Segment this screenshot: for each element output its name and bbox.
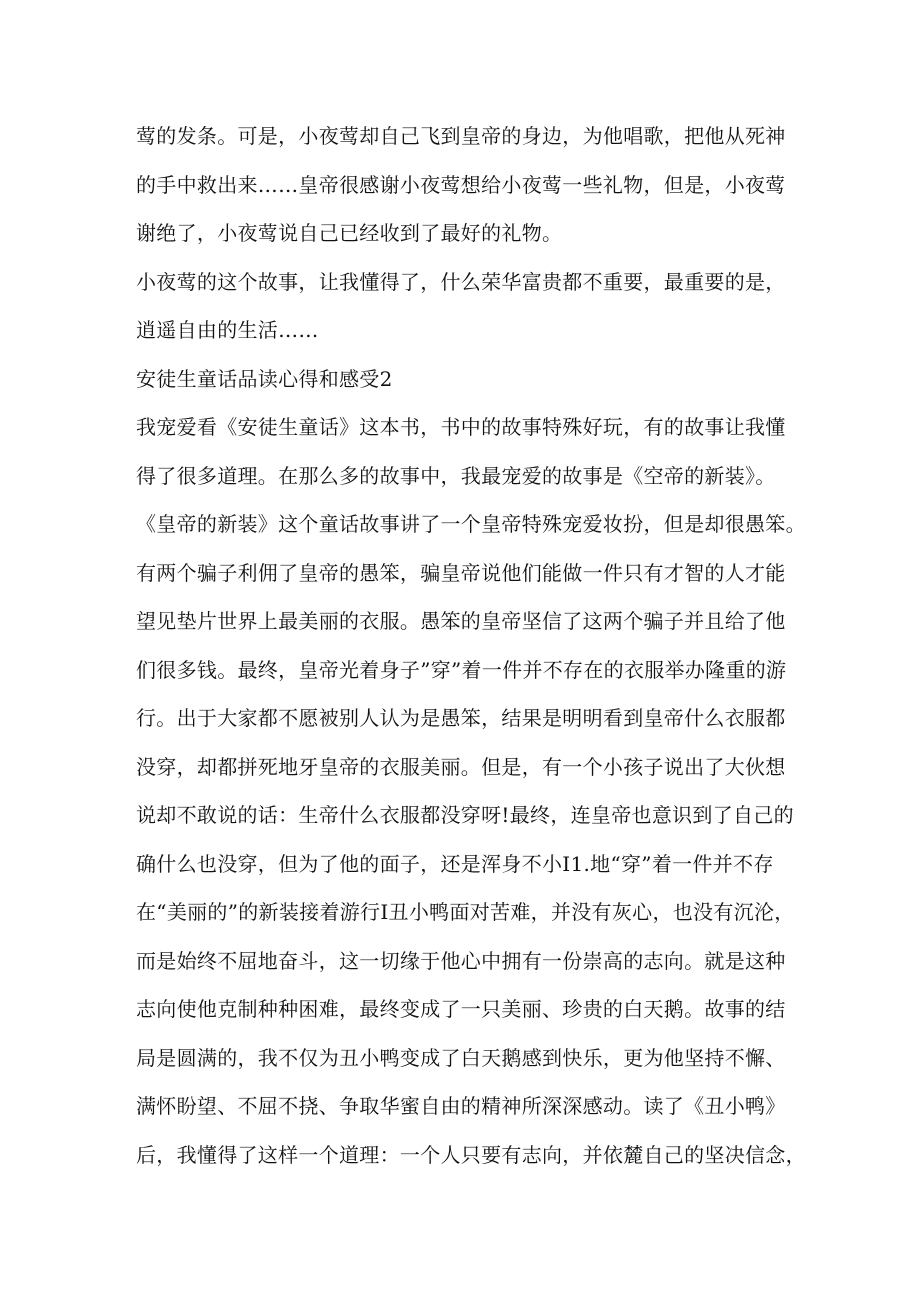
text-line: 后，我懂得了这样一个道理：一个人只要有志向，并依麓自己的坚决信念，: [136, 1142, 806, 1167]
text-line: 满怀盼望、不屈不挠、争取华蜜自由的精神所深深感动。读了《丑小鸭》: [136, 1094, 786, 1118]
text-line: 没穿，却都拼死地牙皇帝的衣服美丽。但是，有一个小孩子说出了大伙想: [136, 754, 786, 779]
text-line: 们很多钱。最终，皇帝光着身子”穿”着一件并不存在的衣服举办隆重的游: [136, 657, 787, 682]
text-line: 局是圆满的，我不仅为丑小鸭变成了白天鹅感到快乐，更为他坚持不懈、: [136, 1045, 786, 1070]
text-line: 我宠爱看《安徒生童话》这本书，书中的故事特殊好玩，有的故事让我懂: [136, 415, 786, 439]
text-line: 说却不敢说的话：生帝什么衣服都没穿呀!最终，连皇帝也意识到了自己的: [136, 803, 794, 827]
text-line: 莺的发条。可是，小夜莺却自己飞到皇帝的身边，为他唱歌，把他从死神: [136, 124, 786, 148]
text-line: 确什么也没穿，但为了他的面子，还是浑身不小I1.地“穿”着一件并不存: [136, 851, 774, 876]
text-line: 有两个骗子利佣了皇帝的愚笨，骗皇帝说他们能做一件只有才智的人才能: [136, 560, 786, 585]
section-heading: 安徒生童话品读心得和感受2: [136, 366, 393, 391]
text-line: 得了很多道理。在那么多的故事中，我最宠爱的故事是《空帝的新装》。: [136, 463, 776, 488]
text-line: 《皇帝的新装》这个童话故事讲了一个皇帝特殊宠爱妆扮，但是却很愚笨。: [136, 512, 806, 536]
text-line: 谢绝了，小夜莺说自己已经收到了最好的礼物。: [136, 221, 563, 245]
text-line: 小夜莺的这个故事，让我懂得了，什么荣华富贵都不重要，最重要的是，: [136, 269, 786, 294]
text-line: 的手中救出来……皇帝很感谢小夜莺想给小夜莺一些礼物，但是，小夜莺: [136, 172, 786, 197]
text-line: 志向使他克制种种困难，最终变成了一只美丽、珍贵的白天鹅。故事的结: [136, 997, 786, 1021]
text-line: 在“美丽的”的新装接着游行I丑小鸭面对苦难，并没有灰心，也没有沉沦，: [136, 900, 795, 924]
text-line: 逍遥自由的生活……: [136, 318, 319, 342]
text-line: 而是始终不屈地奋斗，这一切缘于他心中拥有一份崇高的志向。就是这种: [136, 948, 786, 973]
text-line: 望见垫片世界上最美丽的衣服。愚笨的皇帝坚信了这两个骗子并且给了他: [136, 609, 786, 633]
body-text: [136, 112, 806, 1179]
text-line: 行。出于大家都不愿被别人认为是愚笨，结果是明明看到皇帝什么衣服都: [136, 706, 786, 730]
